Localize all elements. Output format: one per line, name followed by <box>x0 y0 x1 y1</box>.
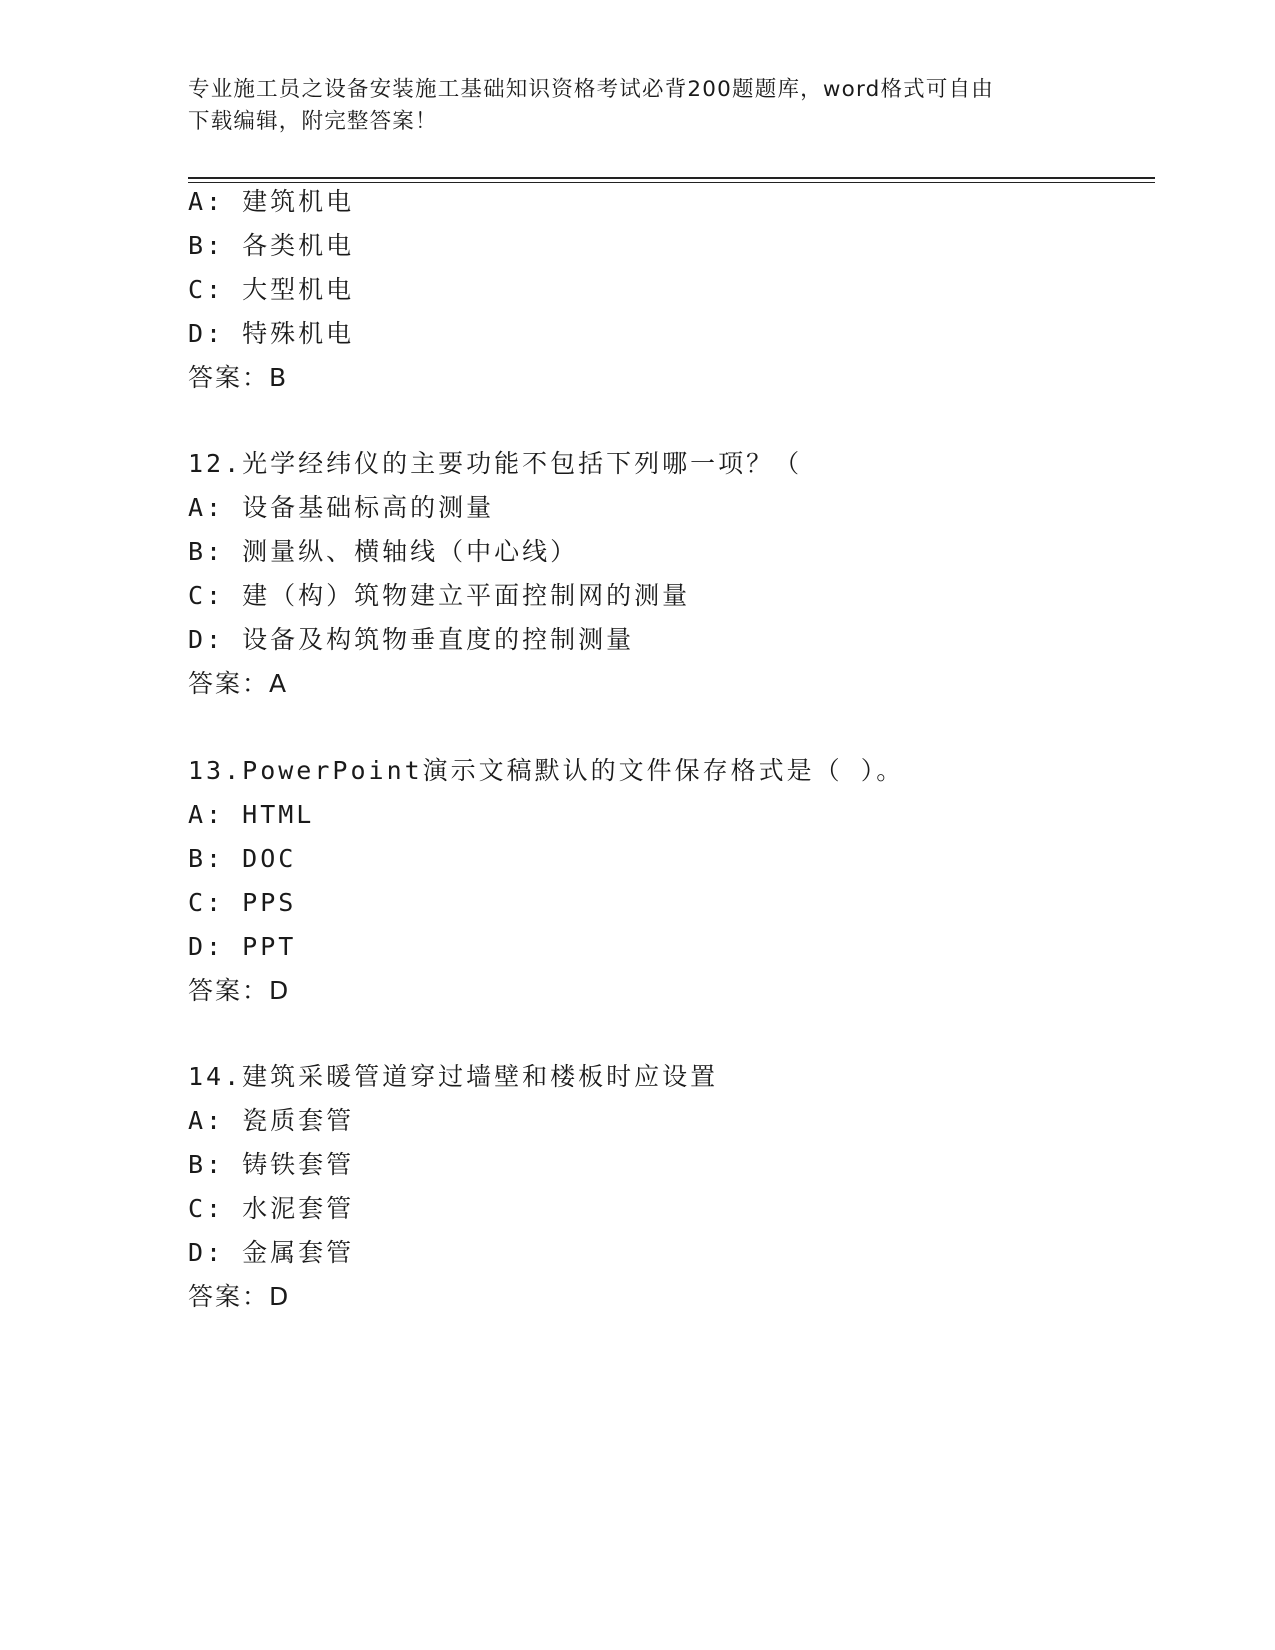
q12-option-b: B: 测量纵、横轴线（中心线） <box>188 537 579 566</box>
q12-option-c: C: 建（构）筑物建立平面控制网的测量 <box>188 581 691 610</box>
q12-answer: 答案：A <box>188 669 289 698</box>
q14-option-c: C: 水泥套管 <box>188 1194 355 1223</box>
q14-question: 14.建筑采暖管道穿过墙壁和楼板时应设置 <box>188 1062 719 1091</box>
header-title-line-2: 下载编辑，附完整答案！ <box>188 109 438 134</box>
q13-option-c: C: PPS <box>188 888 297 917</box>
q11-answer: 答案：B <box>188 363 289 392</box>
q11-option-b: B: 各类机电 <box>188 231 355 260</box>
q14-option-a: A: 瓷质套管 <box>188 1106 355 1135</box>
q11-option-d: D: 特殊机电 <box>188 319 355 348</box>
q13-answer: 答案：D <box>188 976 291 1005</box>
q13-option-b: B: DOC <box>188 844 297 873</box>
q14-option-d: D: 金属套管 <box>188 1238 355 1267</box>
q13-option-d: D: PPT <box>188 932 297 961</box>
q14-option-b: B: 铸铁套管 <box>188 1150 355 1179</box>
q13-question: 13.PowerPoint演示文稿默认的文件保存格式是（ ）。 <box>188 756 905 785</box>
q11-option-a: A: 建筑机电 <box>188 187 355 216</box>
document-header <box>188 74 1088 138</box>
q12-question: 12.光学经纬仪的主要功能不包括下列哪一项？（ <box>188 449 803 478</box>
header-divider <box>188 177 1155 183</box>
q14-answer: 答案：D <box>188 1282 291 1311</box>
q12-option-a: A: 设备基础标高的测量 <box>188 493 495 522</box>
q11-option-c: C: 大型机电 <box>188 275 355 304</box>
q13-option-a: A: HTML <box>188 800 315 829</box>
header-title-line-1: 专业施工员之设备安装施工基础知识资格考试必背200题题库，word格式可自由 <box>188 77 994 102</box>
q12-option-d: D: 设备及构筑物垂直度的控制测量 <box>188 625 635 654</box>
